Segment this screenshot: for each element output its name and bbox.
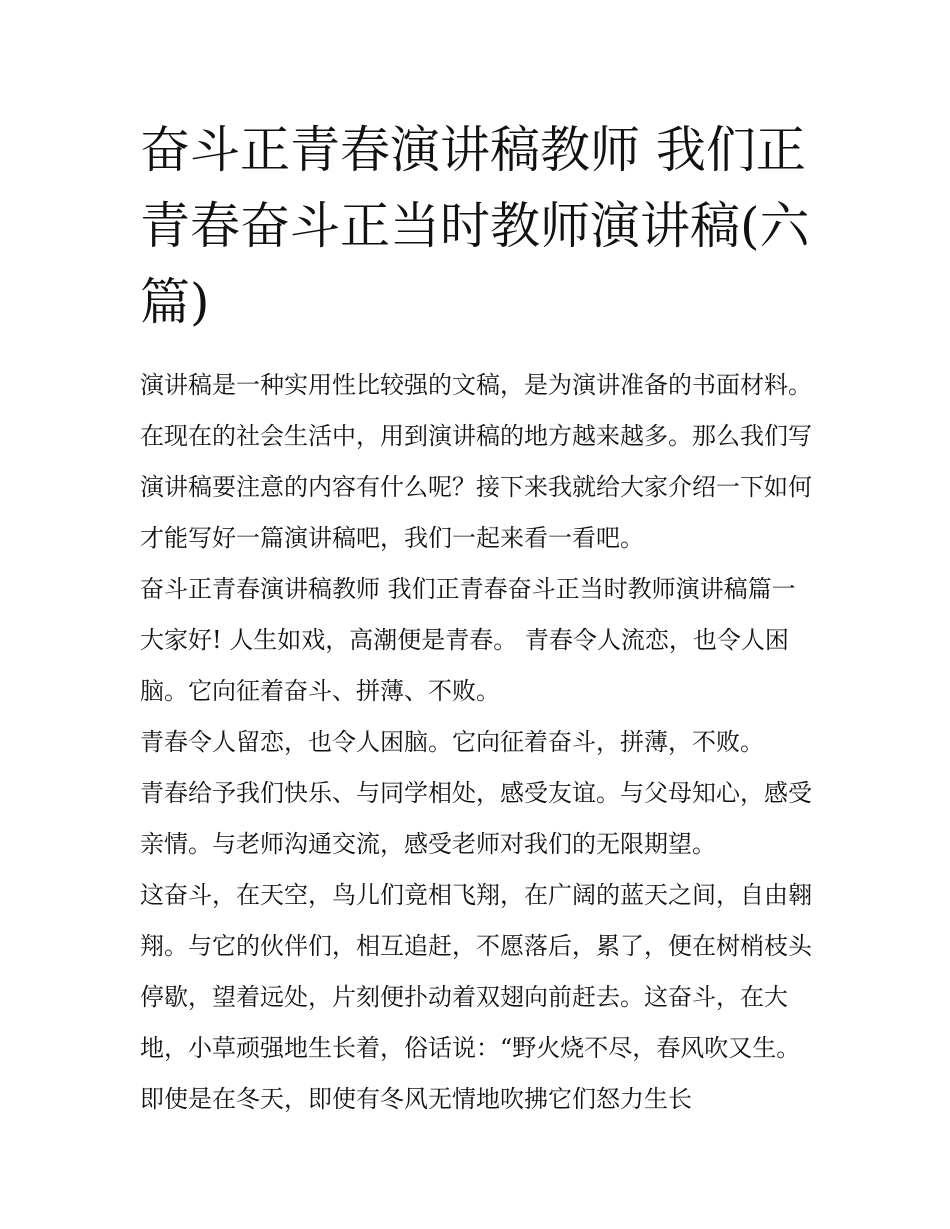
paragraph-struggle-nature: 这奋斗，在天空，鸟儿们竟相飞翔，在广阔的蓝天之间，自由翱翔。与它的伙伴们，相互追赶，不愿落后，累了，便在树梢枝头停歇，望着远处，片刻便扑动着双翅向前赶去。这奋斗，在大地，小草顽强地生长着，俗话说：“野火烧不尽，春风吹又生。即使是在冬天，即使有冬风无情地吹拂它们怒力生长 bbox=[140, 881, 812, 1113]
paragraph-youth-nostalgia: 青春令人留恋，也令人困脑。它向征着奋斗，拼薄，不败。 bbox=[140, 728, 764, 756]
document-title: 奋斗正青春演讲稿教师 我们正青春奋斗正当时教师演讲稿(六篇) bbox=[140, 121, 810, 331]
paragraph-intro: 演讲稿是一种实用性比较强的文稿，是为演讲准备的书面材料。在现在的社会生活中，用到演讲稿的地方越来越多。那么我们写演讲稿要注意的内容有什么呢？接下来我就给大家介绍一下如何才能写好一篇演讲稿吧，我们一起来看一看吧。 bbox=[140, 371, 812, 552]
paragraph-speech-opening: 奋斗正青春演讲稿教师 我们正青春奋斗正当时教师演讲稿篇一 大家好! 人生如戏，高潮便是青春。 青春令人流恋，也令人困脑。它向征着奋斗、拼薄、不败。 bbox=[140, 575, 796, 705]
paragraph-youth-gifts: 青春给予我们快乐、与同学相处，感受友谊。与父母知心，感受亲情。与老师沟通交流，感受老师对我们的无限期望。 bbox=[140, 779, 812, 858]
document-page bbox=[140, 112, 812, 1125]
